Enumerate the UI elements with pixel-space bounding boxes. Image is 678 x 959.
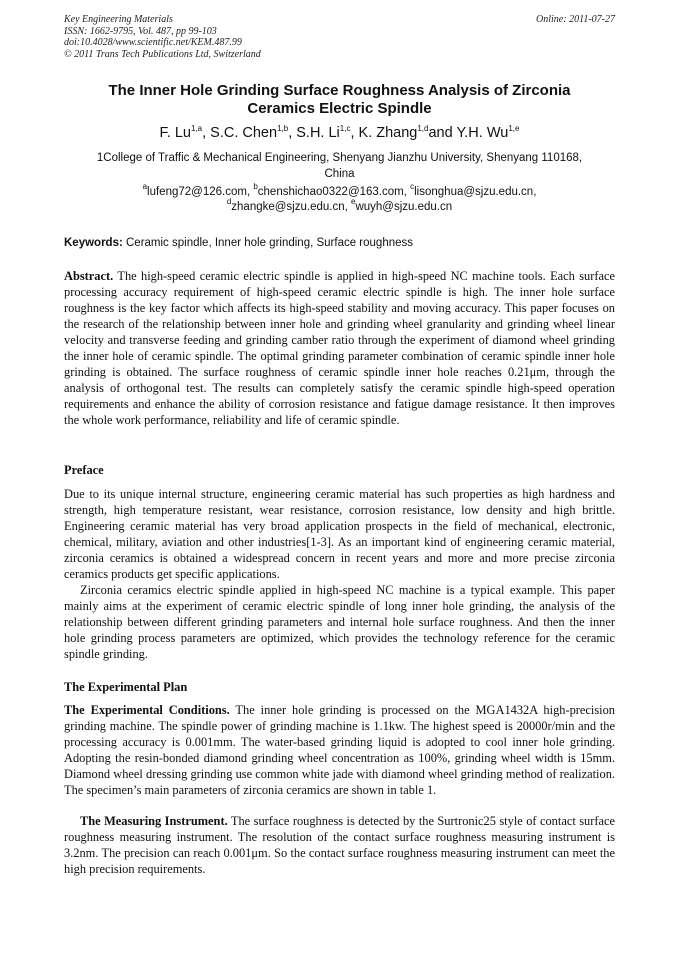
section-heading-plan: The Experimental Plan	[64, 680, 188, 694]
measuring-label: The Measuring Instrument.	[80, 814, 228, 828]
author-affil-mark: 1,e	[508, 124, 520, 133]
email-link[interactable]: chenshichao0322@163.com,	[257, 186, 411, 198]
keywords	[64, 236, 615, 251]
author-affil-mark: 1,b	[277, 124, 289, 133]
affiliation: 1College of Traffic & Mechanical Engineering, Shenyang Jianzhu University, Shenyang 110168, China	[96, 152, 583, 180]
preface-paragraph-2: Zirconia ceramics electric spindle applied in high-speed NC machine is a typical example. This paper mainly aims at the experiment of ceramic electric spindle of long inner hole grinding, the analysis of the relationship between different grinding parameters and internal hole surface roughness. And then the inner hole grinding process parameters are optimized, which provides the technology reference for the ceramic spindle grinding.	[64, 583, 615, 661]
page-header	[64, 14, 615, 60]
journal-name: Key Engineering Materials	[64, 14, 173, 25]
author-affil-mark: 1,c	[339, 124, 351, 133]
paper-title: The Inner Hole Grinding Surface Roughness Analysis of Zirconia Ceramics Electric Spindle	[108, 82, 571, 117]
copyright-line: © 2011 Trans Tech Publications Ltd, Switzerland	[64, 48, 261, 60]
author-name: K. Zhang	[358, 125, 418, 141]
email-list: $^a$lufeng72@126.com, $^b$chenshichao0322@163.com, $^c$lisonghua@sjzu.edu.cn, $^d$zhangke@sjzu.edu.cn, $^e$wuyh@sjzu.edu.cn	[142, 182, 537, 213]
issn-line: ISSN: 1662-9795, Vol. 487, pp 99-103	[64, 25, 217, 37]
preface-paragraph-1: Due to its unique internal structure, engineering ceramic material has such properties as high hardness and strength, high temperature resistant, wear resistance, corrosion resistance, low density and high brittle. Engineering ceramic material has very broad application prospects in the field of mechanical, electronic, chemical, military, aviation and other industries[1-3]. As an important kind of engineering ceramic material, zirconia ceramics is obtained a widespread concern in recent years and more and more precise zirconia ceramics products get specific applications.	[64, 487, 615, 581]
author-list: F. Lu$^{1,a}$, S.C. Chen$^{1,b}$, S.H. Li$^{1,c}$, K. Zhang$^{1,d}$and Y.H. Wu$^{1,e}$	[159, 124, 520, 141]
conditions-label: The Experimental Conditions.	[64, 703, 230, 717]
section-heading-preface: Preface	[64, 463, 104, 477]
email-link[interactable]: zhangke@sjzu.edu.cn,	[231, 201, 351, 213]
author-name: S.H. Li	[296, 125, 340, 141]
email-link[interactable]: wuyh@sjzu.edu.cn	[355, 201, 453, 213]
measuring-instrument-paragraph: The Measuring Instrument. The surface roughness is detected by the Surtronic25 style of contact surface roughness measuring instrument. The resolution of the contact surface roughness measuring instrument is 3.2nm. The precision can reach 0.001μm. So the contact surface roughness measuring instrument can meet the high precision requirements.	[64, 814, 615, 876]
keywords-label: Keywords:	[64, 237, 123, 249]
email-link[interactable]: lufeng72@126.com,	[147, 186, 254, 198]
email-link[interactable]: lisonghua@sjzu.edu.cn,	[414, 186, 537, 198]
experimental-conditions-paragraph: The Experimental Conditions. The inner hole grinding is processed on the MGA1432A high-precision grinding machine. The spindle power of grinding machine is 1.1kw. The highest speed is 20000r/min and the processing accuracy is 0.001mm. The water-based grinding liquid is adopted to cool inner hole grinding. Adopting the resin-bonded diamond grinding wheel concentration as 100%, grinding wheel width is 15mm. Diamond wheel dressing grinding use common white jade with diamond wheel grinding method of realization. The specimen’s main parameters of zirconia ceramics are shown in table 1.	[64, 703, 616, 797]
keywords-text: Ceramic spindle, Inner hole grinding, Surface roughness	[122, 237, 414, 249]
online-date: Online: 2011-07-27	[536, 14, 615, 25]
author-affil-mark: 1,a	[190, 124, 203, 133]
doi-line: doi:10.4028/www.scientific.net/KEM.487.99	[64, 37, 242, 48]
abstract-text: The high-speed ceramic electric spindle is applied in high-speed NC machine tools. Each surface processing accuracy requirement of high-speed ceramic electric spindle is high. The inner hole surface roughness is the key factor which affects its high-speed stability and moving accuracy. This paper focuses on the research of the relationship between inner hole and grinding wheel granularity and grinding wheel linear velocity and transverse feeding and grinding camber ratio through the experiment of diamond wheel grinding the inner hole of ceramic spindle. The optimal grinding parameter combination of ceramic spindle inner hole grinding is obtained. The surface roughness of ceramic spindle inner hole reaches 0.21μm, through the analysis of orthogonal test. The results can completely satisfy the ceramic spindle high-speed operation requirements and enhance the ability of corrosion resistance and fatigue damage resistance. It then improves the whole work performance, reliability and life of ceramic spindle.	[64, 269, 615, 427]
author-name: F. Lu	[159, 125, 191, 141]
author-name: S.C. Chen	[210, 125, 278, 141]
author-affil-mark: 1,d	[417, 124, 429, 133]
abstract-label: Abstract.	[64, 269, 114, 283]
abstract	[64, 268, 615, 428]
author-name: Y.H. Wu	[456, 125, 509, 141]
